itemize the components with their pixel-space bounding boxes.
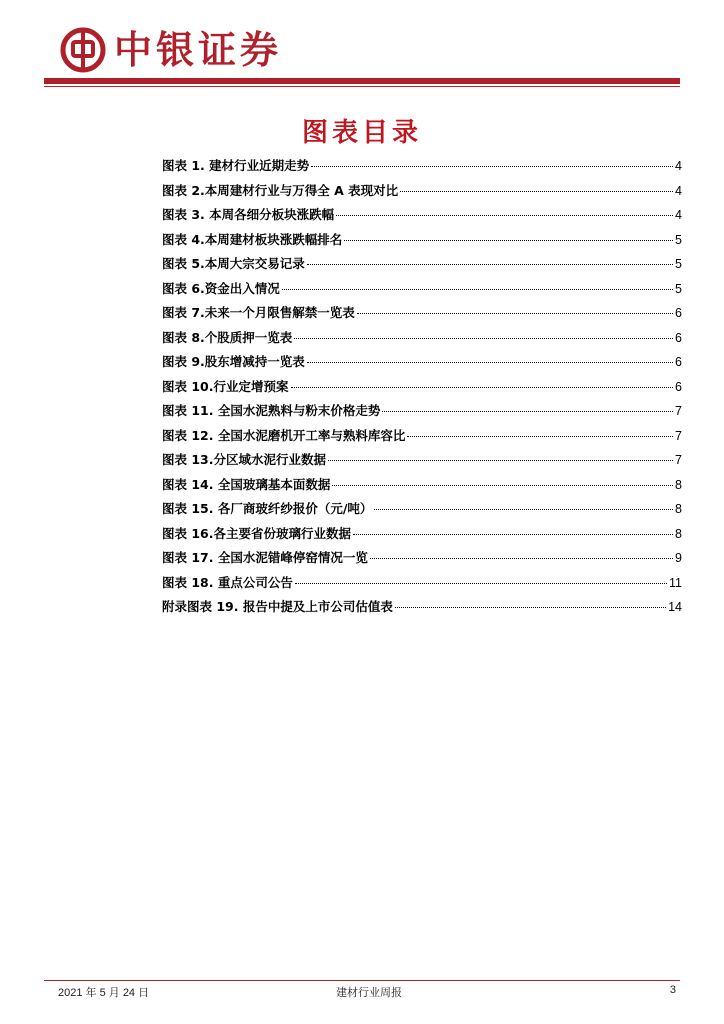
toc-dot-leader [282,289,673,290]
toc-entry-label: 图表 6.资金出入情况 [162,280,280,296]
toc-dot-leader [328,460,673,461]
footer-divider [44,980,680,981]
toc-entry-label: 图表 4.本周建材板块涨跌幅排名 [162,231,343,247]
toc-entry[interactable] [162,450,682,475]
toc-dot-leader [294,338,673,339]
toc-dot-leader [311,166,673,167]
toc-entry[interactable] [162,181,682,206]
toc-entry-page: 8 [675,526,682,541]
toc-entry[interactable] [162,352,682,377]
toc-entry-page: 4 [675,183,682,198]
toc-entry-page: 14 [668,600,682,614]
toc-dot-leader [291,387,674,388]
toc-entry-label: 图表 9.股东增减持一览表 [162,354,305,369]
toc-entry-label: 图表 1. 建材行业近期走势 [162,158,310,173]
toc-entry-label: 图表 13.分区域水泥行业数据 [162,452,326,467]
footer-page-number: 3 [669,984,676,996]
toc-entry-label: 图表 16.各主要省份玻璃行业数据 [162,525,351,541]
toc-entry[interactable] [162,475,682,500]
toc-dot-leader [382,411,673,412]
page-footer [58,984,680,1000]
toc-entry-page: 7 [675,428,682,443]
toc-entry[interactable] [162,377,682,402]
toc-entry[interactable] [162,156,682,181]
toc-dot-leader [400,191,673,192]
toc-entry-label: 图表 11. 全国水泥熟料与粉末价格走势 [162,403,381,418]
header-divider-thin [44,86,680,87]
toc-entry-label: 图表 18. 重点公司公告 [162,574,293,590]
toc-dot-leader [307,264,673,265]
toc-entry[interactable] [162,328,682,353]
toc-entry-label: 图表 14. 全国玻璃基本面数据 [162,476,331,492]
toc-entry-label: 图表 15. 各厂商玻纤纱报价（元/吨） [162,501,373,516]
toc-entry-page: 6 [675,355,682,369]
page-header [60,22,282,78]
toc-entry-label: 图表 7.未来一个月限售解禁一览表 [162,305,355,320]
toc-entry[interactable] [162,401,682,426]
toc-entry-page: 4 [675,159,682,173]
toc-entry[interactable] [162,279,682,304]
table-of-contents [162,156,682,622]
toc-entry-label: 图表 12. 全国水泥磨机开工率与熟料库容比 [162,427,406,443]
toc-entry-page: 4 [675,208,682,222]
toc-entry-page: 8 [675,502,682,516]
toc-entry-page: 9 [675,551,682,565]
toc-entry-page: 8 [675,477,682,492]
toc-entry[interactable] [162,524,682,549]
toc-dot-leader [344,240,673,241]
page-title: 图表目录 [301,118,422,148]
footer-date: 2021 年 5 月 24 日 [58,987,150,999]
toc-entry[interactable] [162,254,682,279]
toc-entry-page: 7 [675,453,682,467]
toc-entry-label: 图表 2.本周建材行业与万得全 A 表现对比 [162,182,399,198]
toc-entry-label: 图表 8.个股质押一览表 [162,329,293,345]
toc-dot-leader [307,362,673,363]
toc-dot-leader [357,313,673,314]
toc-entry-page: 7 [675,404,682,418]
footer-report-name: 建材行业周报 [336,986,402,999]
toc-dot-leader [353,534,673,535]
toc-entry-label: 附录图表 19. 报告中提及上市公司估值表 [162,599,393,614]
toc-entry[interactable] [162,205,682,230]
bank-of-china-logo-icon [60,27,106,73]
toc-entry-page: 5 [675,281,682,296]
toc-dot-leader [374,509,673,510]
toc-dot-leader [370,558,673,559]
toc-dot-leader [336,215,673,216]
toc-entry[interactable] [162,597,682,622]
brand-name: 中银证券 [114,27,283,72]
toc-entry[interactable] [162,230,682,255]
toc-entry[interactable] [162,303,682,328]
toc-entry-page: 6 [675,330,682,345]
toc-entry-label: 图表 17. 全国水泥错峰停窑情况一览 [162,550,368,565]
toc-entry-page: 11 [669,575,682,590]
toc-entry[interactable] [162,548,682,573]
toc-entry-page: 6 [675,306,682,320]
toc-dot-leader [295,583,667,584]
header-divider [44,78,680,84]
toc-entry-page: 5 [675,257,682,271]
toc-entry-page: 5 [675,232,682,247]
toc-entry-label: 图表 5.本周大宗交易记录 [162,256,305,271]
toc-entry-label: 图表 3. 本周各细分板块涨跌幅 [162,207,335,222]
toc-dot-leader [332,485,673,486]
toc-entry[interactable] [162,499,682,524]
toc-entry-label: 图表 10.行业定增预案 [162,378,289,394]
toc-entry[interactable] [162,573,682,598]
toc-entry-page: 6 [675,379,682,394]
toc-dot-leader [407,436,673,437]
toc-dot-leader [395,607,666,608]
toc-entry[interactable] [162,426,682,451]
